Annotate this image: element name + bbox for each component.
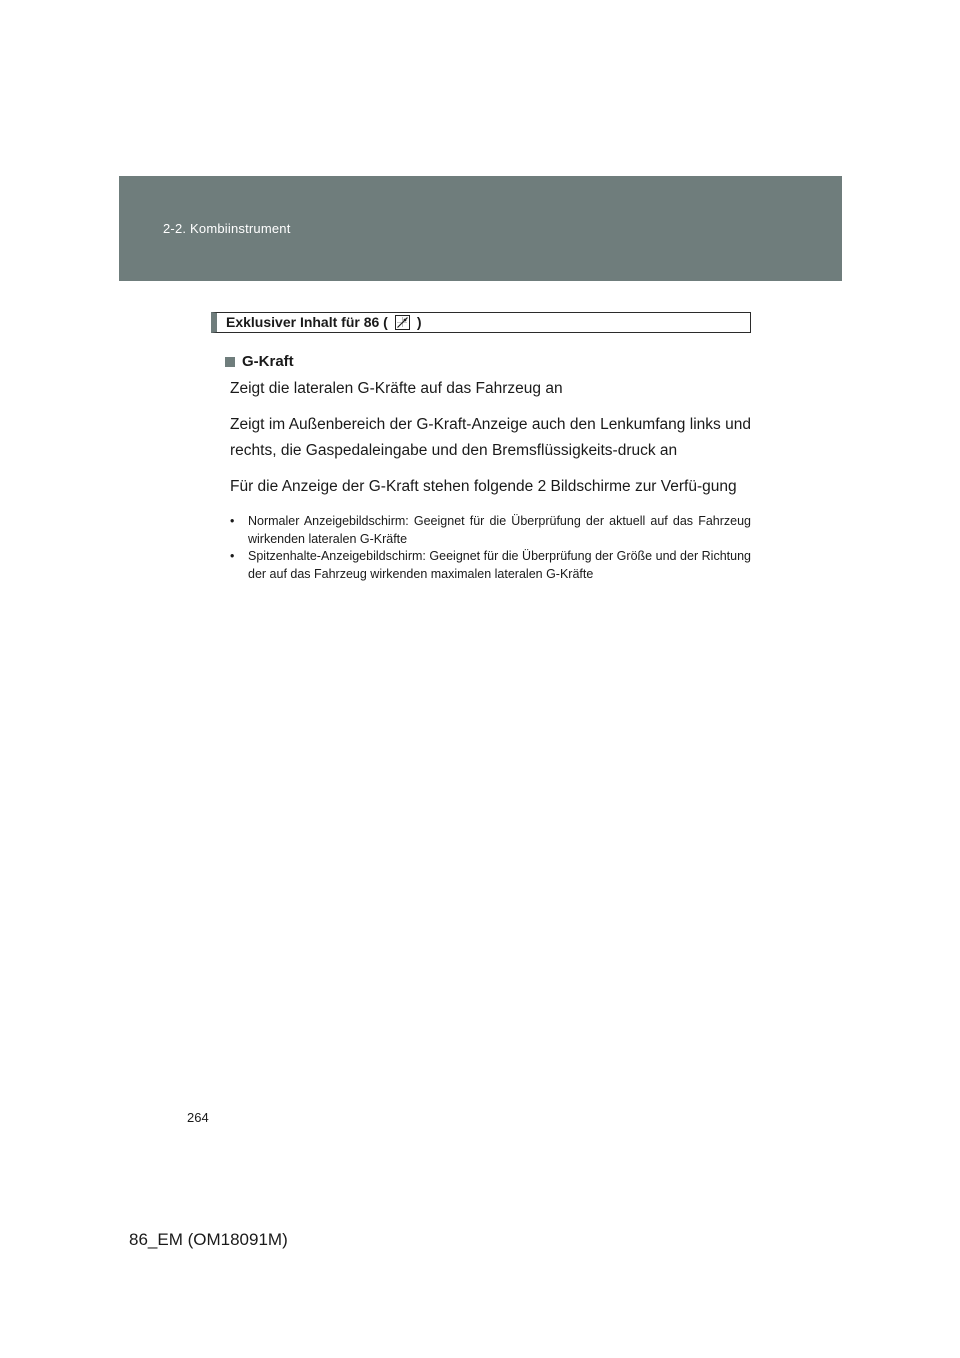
document-code: 86_EM (OM18091M): [129, 1230, 288, 1249]
topic-label-close: ): [416, 314, 422, 330]
bullet-list: [211, 513, 751, 583]
bullet-text: Normaler Anzeigebildschirm: Geeignet für die Überprüfung der aktuell auf das Fahrzeug wirkenden lateralen G-Kräfte: [248, 514, 751, 546]
topic-box: [211, 312, 751, 333]
page-number: 264: [187, 1110, 209, 1125]
page-content: [211, 312, 751, 583]
bullet-dot-icon: •: [230, 514, 235, 528]
square-bullet-icon: [225, 357, 235, 367]
bullet-item: [230, 548, 751, 583]
subheading: [211, 351, 751, 373]
paragraph: Zeigt im Außenbereich der G-Kraft-Anzeige auch den Lenkumfang links und rechts, die Gaspedaleingabe und den Bremsflüssigkeits-druck an: [230, 416, 751, 459]
paragraph: Zeigt die lateralen G-Kräfte auf das Fahrzeug an: [230, 380, 563, 397]
paragraph: Für die Anzeige der G-Kraft stehen folgende 2 Bildschirme zur Verfü-gung: [230, 478, 737, 495]
g-force-display-icon: [395, 315, 410, 330]
section-title: 2-2. Kombiinstrument: [163, 221, 291, 236]
subheading-title: G-Kraft: [242, 353, 294, 370]
bullet-item: [230, 513, 751, 548]
topic-label: Exklusiver Inhalt für 86 (: [226, 314, 388, 330]
bullet-text: Spitzenhalte-Anzeigebildschirm: Geeignet für die Überprüfung der Größe und der Richtung der auf das Fahrzeug wirkenden maximalen lateralen G-Kräfte: [248, 549, 751, 581]
bullet-dot-icon: •: [230, 549, 235, 563]
chapter-header-band: [119, 176, 842, 281]
